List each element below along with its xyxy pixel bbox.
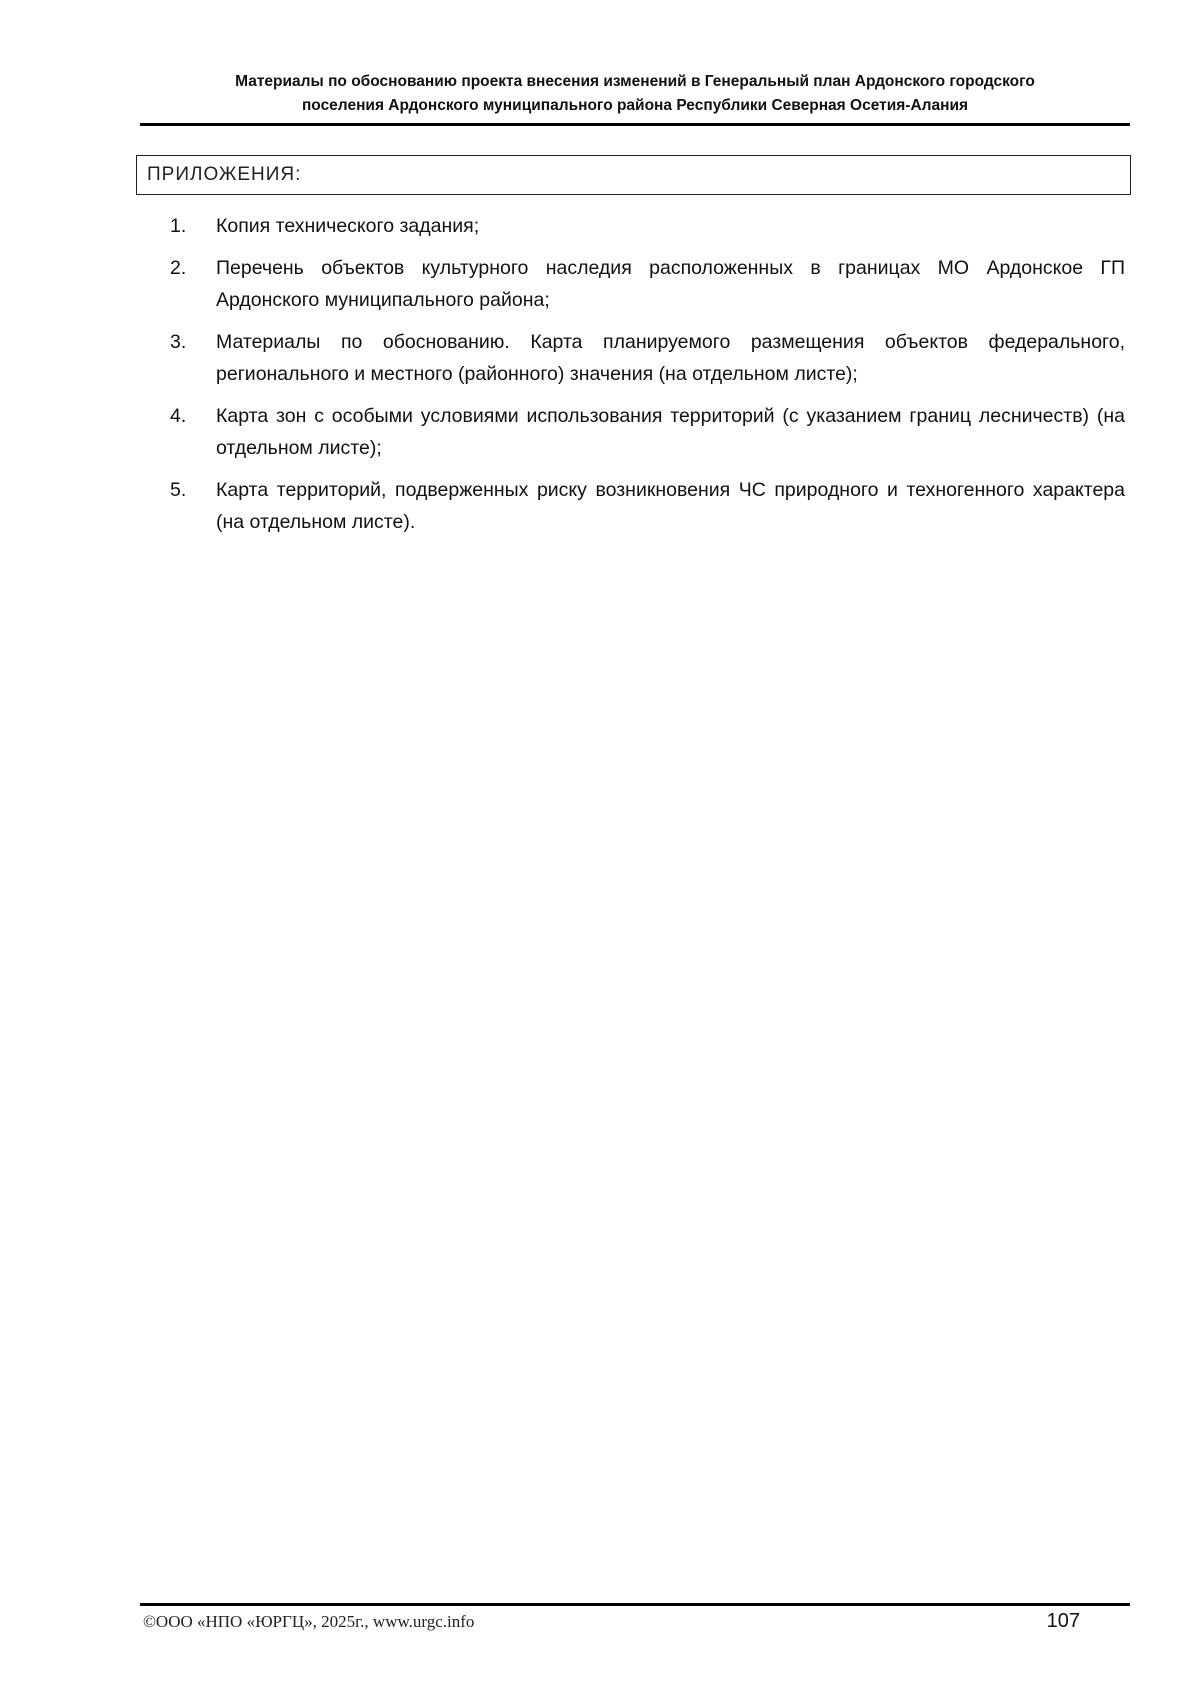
page-number: 107 [1046,1610,1080,1632]
header-divider [140,123,1130,126]
footer-divider [140,1603,1130,1606]
list-item [170,474,1125,538]
section-heading-box [136,155,1131,195]
list-item-number: 3. [170,331,187,353]
list-item [170,400,1125,464]
list-item-text: Карта зон с особыми условиями использования территорий (с указанием границ лесничеств) (на отдельном листе); [216,405,1125,459]
list-item-text: Копия технического задания; [216,215,480,237]
page-header [140,70,1130,118]
list-item-number: 1. [170,215,187,237]
section-heading: ПРИЛОЖЕНИЯ: [147,164,302,185]
header-title-line1: Материалы по обоснованию проекта внесения изменений в Генеральный план Ардонского городского [235,73,1035,90]
appendix-list [170,210,1125,548]
list-item-text: Материалы по обоснованию. Карта планируемого размещения объектов федерального, регионального и местного (районного) значения (на отдельном листе); [216,331,1125,385]
list-item-text: Перечень объектов культурного наследия расположенных в границах МО Ардонское ГП Ардонского муниципального района; [216,257,1125,311]
list-item-number: 4. [170,405,187,427]
list-item [170,326,1125,390]
list-item-text: Карта территорий, подверженных риску возникновения ЧС природного и техногенного характера (на отдельном листе). [216,479,1125,533]
list-item-number: 5. [170,479,187,501]
list-item-number: 2. [170,257,187,279]
list-item [170,252,1125,316]
footer-copyright: ©ООО «НПО «ЮРГЦ», 2025г., www.urgc.info [143,1612,475,1631]
list-item [170,210,1125,242]
header-title-line2: поселения Ардонского муниципального района Республики Северная Осетия-Алания [301,97,969,114]
